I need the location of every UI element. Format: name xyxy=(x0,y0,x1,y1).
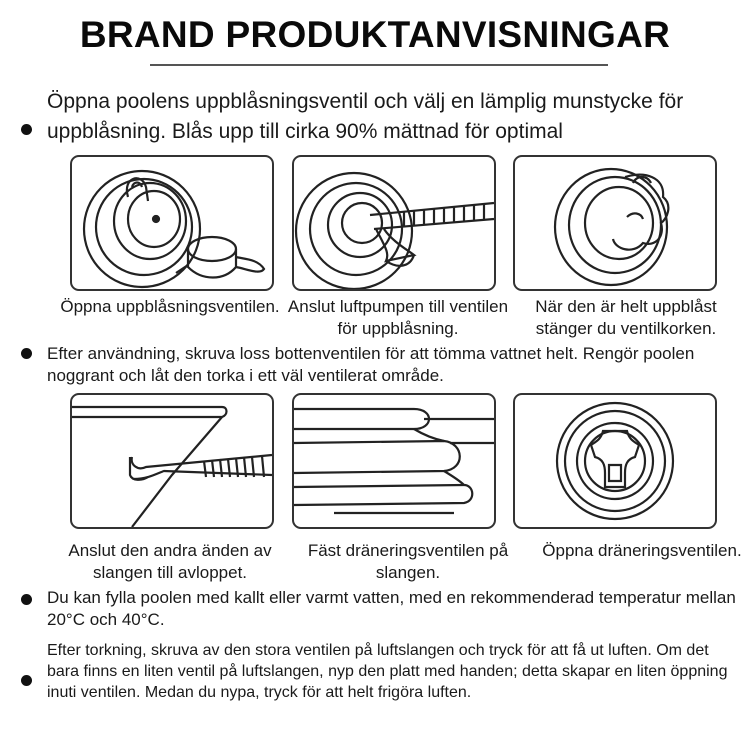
panel-open-valve xyxy=(70,155,274,291)
closed-valve-icon xyxy=(515,157,715,289)
bullet-2 xyxy=(21,348,32,359)
panel-closed-valve xyxy=(513,155,717,291)
caption-fasten-valve: Fäst dräneringsventilen på slangen. xyxy=(307,541,509,582)
title-underline xyxy=(150,64,608,66)
caption-drain-hose: Anslut den andra änden av slangen till avloppet. xyxy=(68,541,272,582)
instruction-inflate: Öppna poolens uppblåsningsventil och välj en lämplig munstycke för uppblåsning. Blås upp till cirka 90% mättnad för optimal xyxy=(47,90,684,143)
drain-hose-icon xyxy=(72,395,272,527)
pool-edge-icon xyxy=(294,395,494,527)
bullet-3 xyxy=(21,594,32,605)
bullet-4 xyxy=(21,675,32,686)
panel-drain-hose xyxy=(70,393,274,529)
bullet-1 xyxy=(21,124,32,135)
drain-valve-icon xyxy=(515,395,715,527)
panel-air-pump xyxy=(292,155,496,291)
page-title: BRAND PRODUKTANVISNINGAR xyxy=(79,14,671,55)
air-pump-hose-icon xyxy=(294,157,494,289)
caption-closed-valve: När den är helt uppblåst stänger du ventilkorken. xyxy=(535,297,717,338)
panel-drain-valve xyxy=(513,393,717,529)
open-valve-icon xyxy=(72,157,272,289)
caption-open-drain-valve: Öppna dräneringsventilen. xyxy=(542,541,742,560)
instruction-temperature: Du kan fylla poolen med kallt eller varmt vatten, med en rekommenderad temperatur mellan 20°C och 40°C. xyxy=(47,588,736,629)
instruction-drain: Efter användning, skruva loss bottenventilen för att tömma vattnet helt. Rengör poolen noggrant och låt den torka i ett väl ventilerat område. xyxy=(47,344,695,385)
panel-pool-edge xyxy=(292,393,496,529)
caption-air-pump: Anslut luftpumpen till ventilen för uppblåsning. xyxy=(287,297,509,338)
instruction-deflate: Efter torkning, skruva av den stora ventilen på luftslangen och tryck för att få ut luften. Om det bara finns en liten ventil på luftslangen, nyp den platt med handen; detta skapar en liten öppning inuti ventilen. Medan du nypa, tryck för att helt frigöra luften. xyxy=(47,642,728,701)
caption-open-valve: Öppna uppblåsningsventilen. xyxy=(60,297,280,316)
